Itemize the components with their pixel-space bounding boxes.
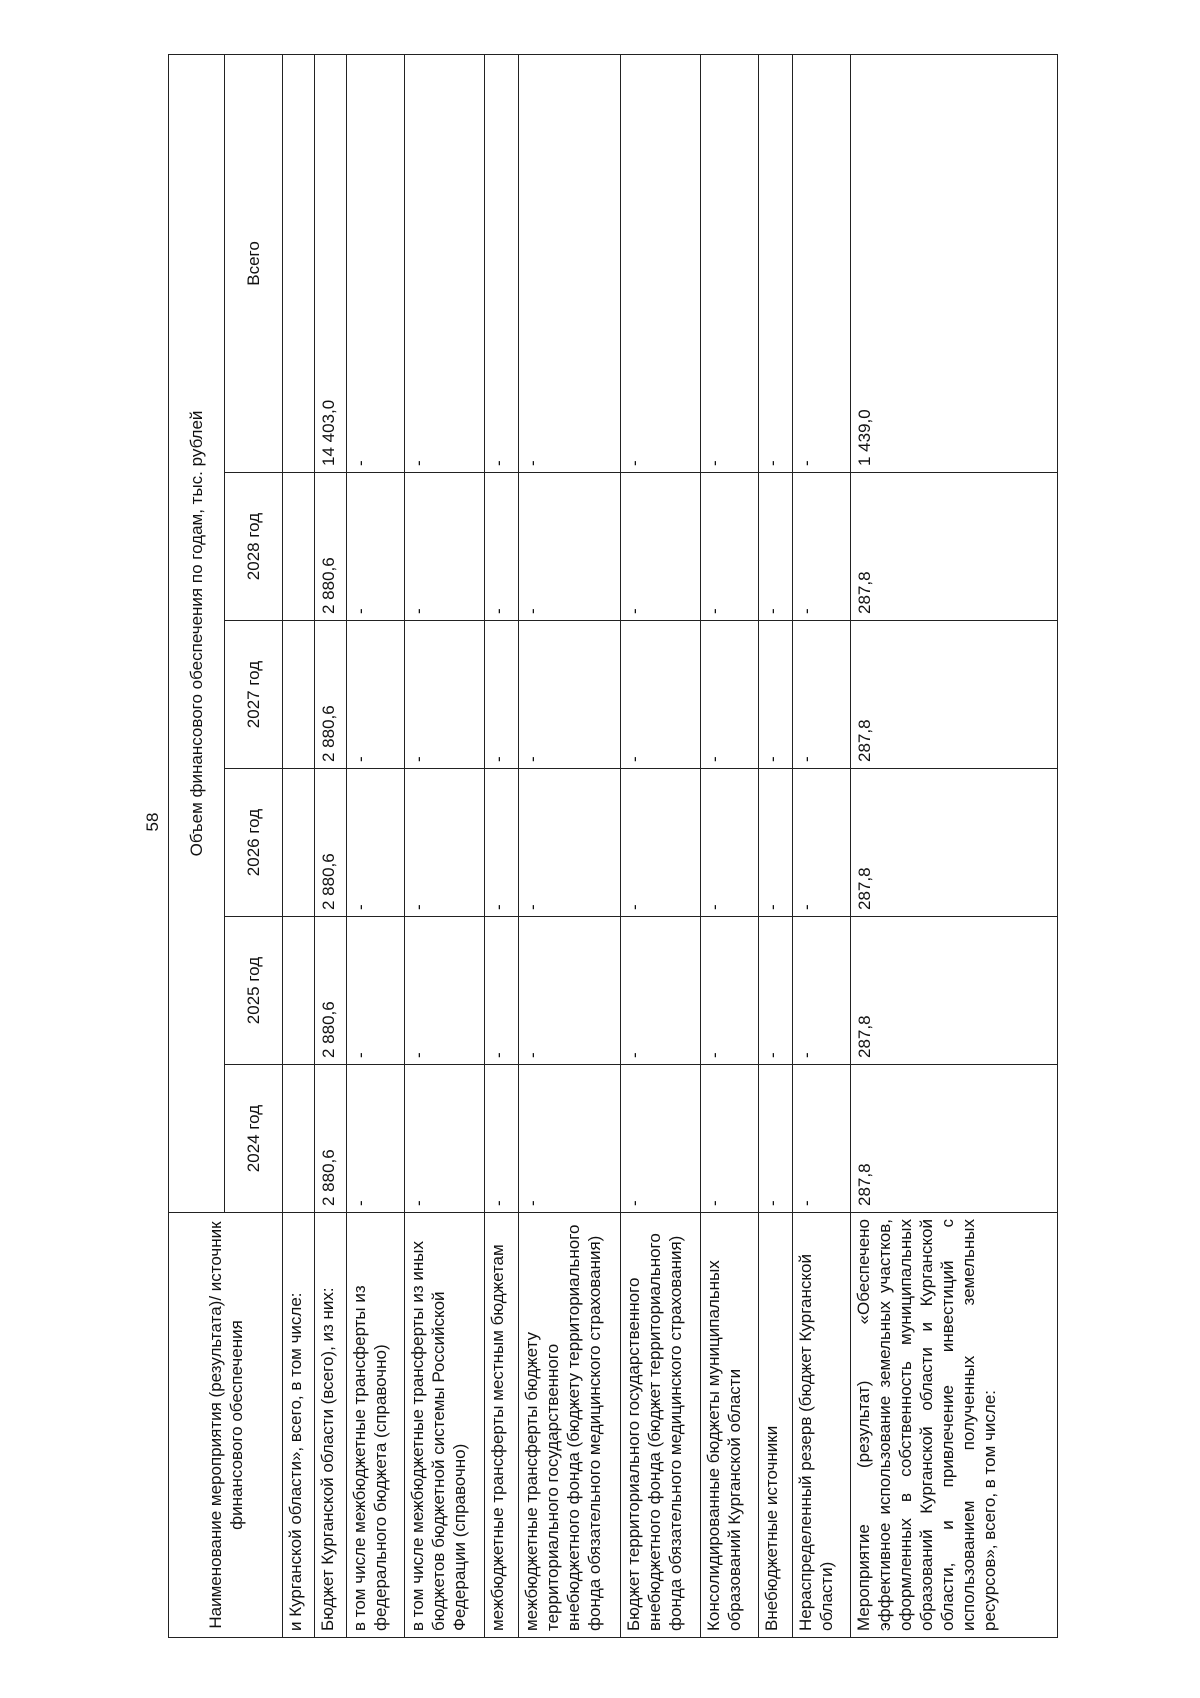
cell-2028: 2 880,6 (315, 473, 347, 621)
row-name: межбюджетные трансферты бюджету территориального государственного внебюджетного фонда (бюджету территориального фонда обязательного медицинского страхования) (519, 1213, 621, 1638)
cell-2027: - (485, 621, 519, 769)
table-row (701, 54, 759, 1637)
cell-2024 (283, 1065, 315, 1213)
cell-2026 (283, 769, 315, 917)
cell-2028: - (759, 473, 793, 621)
cell-2026: - (405, 769, 485, 917)
cell-2025: - (701, 917, 759, 1065)
row-name: Бюджет территориального государственного внебюджетного фонда (бюджет территориального фонда обязательного медицинского страхования) (621, 1213, 701, 1638)
page-number: 58 (143, 812, 162, 832)
cell-2027: - (701, 621, 759, 769)
cell-2024: - (759, 1065, 793, 1213)
header-year-2025: 2025 год (225, 917, 283, 1065)
cell-2025: - (405, 917, 485, 1065)
cell-2026: - (519, 769, 621, 917)
cell-total: 1 439,0 (851, 54, 1058, 472)
cell-2024: - (405, 1065, 485, 1213)
cell-2028: - (405, 473, 485, 621)
cell-2027: - (347, 621, 405, 769)
row-name: Нераспределенный резерв (бюджет Курганской области) (793, 1213, 851, 1638)
table-row (283, 54, 315, 1637)
cell-2027: 2 880,6 (315, 621, 347, 769)
cell-2026: - (793, 769, 851, 917)
cell-2026: - (347, 769, 405, 917)
header-year-2027: 2027 год (225, 621, 283, 769)
cell-2025: - (519, 917, 621, 1065)
cell-2025: 287,8 (851, 917, 1058, 1065)
row-name: в том числе межбюджетные трансферты из федерального бюджета (справочно) (347, 1213, 405, 1638)
cell-2025: - (793, 917, 851, 1065)
row-name: Бюджет Курганской области (всего), из них: (315, 1213, 347, 1638)
cell-2028: - (621, 473, 701, 621)
cell-2024: - (347, 1065, 405, 1213)
cell-2028: - (793, 473, 851, 621)
cell-2026: - (759, 769, 793, 917)
cell-2027: - (519, 621, 621, 769)
cell-2028: 287,8 (851, 473, 1058, 621)
cell-2024: - (519, 1065, 621, 1213)
table-row (519, 54, 621, 1637)
cell-2027 (283, 621, 315, 769)
header-total: Всего (225, 54, 283, 472)
cell-2024: 287,8 (851, 1065, 1058, 1213)
cell-total: - (347, 54, 405, 472)
cell-total: - (759, 54, 793, 472)
header-year-2024: 2024 год (225, 1065, 283, 1213)
row-name: Внебюджетные источники (759, 1213, 793, 1638)
cell-2026: - (701, 769, 759, 917)
cell-total: 14 403,0 (315, 54, 347, 472)
cell-2026: 2 880,6 (315, 769, 347, 917)
table-row (405, 54, 485, 1637)
cell-2027: - (793, 621, 851, 769)
cell-2024: - (793, 1065, 851, 1213)
header-year-2026: 2026 год (225, 769, 283, 917)
cell-total: - (701, 54, 759, 472)
cell-2026: - (621, 769, 701, 917)
cell-2027: - (405, 621, 485, 769)
header-name-column: Наименование мероприятия (результата)/ источник финансового обеспечения (169, 1213, 283, 1638)
cell-2024: - (701, 1065, 759, 1213)
cell-2027: - (759, 621, 793, 769)
cell-2025 (283, 917, 315, 1065)
cell-total: - (621, 54, 701, 472)
row-name: и Курганской области», всего, в том числе: (283, 1213, 315, 1638)
cell-2025: - (347, 917, 405, 1065)
cell-total: - (405, 54, 485, 472)
cell-2024: - (621, 1065, 701, 1213)
cell-2028: - (347, 473, 405, 621)
rotated-page (168, 55, 1058, 1638)
table-row (347, 54, 405, 1637)
table-row (315, 54, 347, 1637)
row-name: Консолидированные бюджеты муниципальных образований Курганской области (701, 1213, 759, 1638)
table-row (485, 54, 519, 1637)
cell-2025: 2 880,6 (315, 917, 347, 1065)
table-row (759, 54, 793, 1637)
cell-2024: 2 880,6 (315, 1065, 347, 1213)
table-row (793, 54, 851, 1637)
cell-total (283, 54, 315, 472)
financing-table (168, 54, 1058, 1638)
cell-2027: 287,8 (851, 621, 1058, 769)
cell-2026: 287,8 (851, 769, 1058, 917)
cell-total: - (485, 54, 519, 472)
cell-2025: - (485, 917, 519, 1065)
cell-total: - (519, 54, 621, 472)
cell-2028: - (701, 473, 759, 621)
cell-2028: - (485, 473, 519, 621)
table-row (851, 54, 1058, 1637)
header-year-2028: 2028 год (225, 473, 283, 621)
table-row (621, 54, 701, 1637)
header-volume-group: Объем финансового обеспечения по годам, тыс. рублей (169, 54, 225, 1212)
cell-2025: - (759, 917, 793, 1065)
cell-total: - (793, 54, 851, 472)
cell-2028: - (519, 473, 621, 621)
cell-2027: - (621, 621, 701, 769)
row-name: Мероприятие (результат) «Обеспечено эффективное использование земельных участков, оформленных в собственность муниципальных образований Курганской области и Курганской области, и привлечение инвестиций с использованием полученных земельных ресурсов», всего, в том числе: (851, 1213, 1058, 1638)
cell-2028 (283, 473, 315, 621)
cell-2024: - (485, 1065, 519, 1213)
row-name: в том числе межбюджетные трансферты из иных бюджетов бюджетной системы Российской Федерации (справочно) (405, 1213, 485, 1638)
row-name: межбюджетные трансферты местным бюджетам (485, 1213, 519, 1638)
cell-2025: - (621, 917, 701, 1065)
cell-2026: - (485, 769, 519, 917)
